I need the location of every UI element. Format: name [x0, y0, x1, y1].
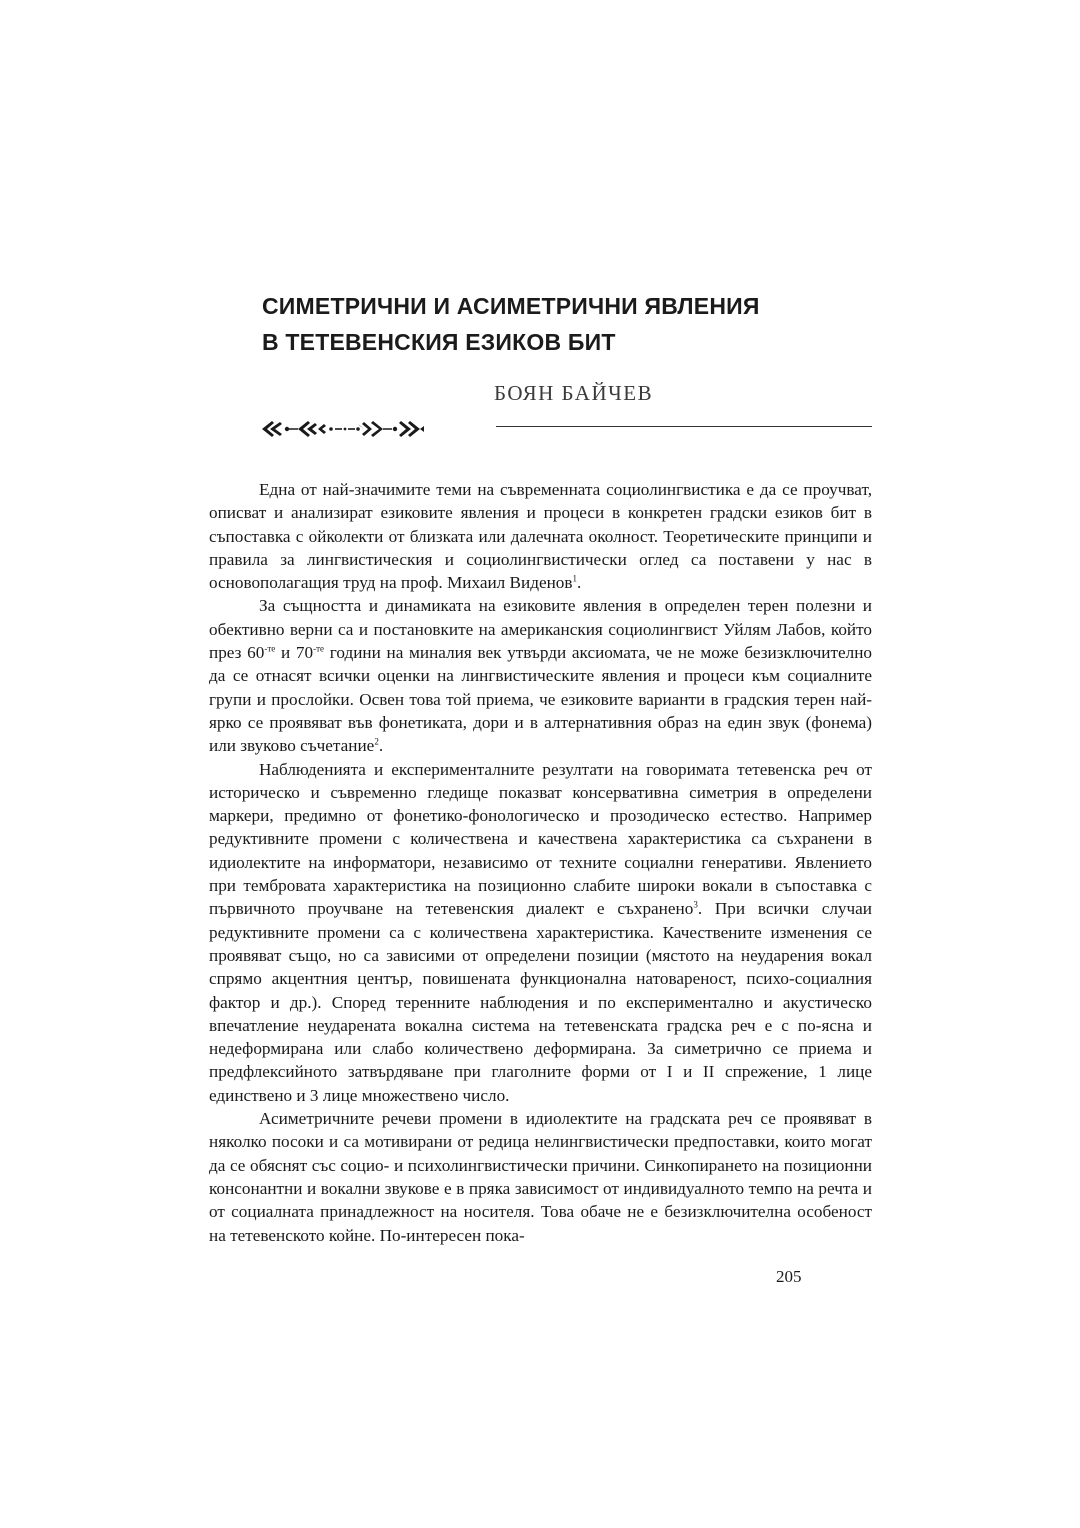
- footnote-ref-3[interactable]: 3: [693, 899, 698, 910]
- author-rule: [496, 426, 872, 427]
- title-line-2: В ТЕТЕВЕНСКИЯ ЕЗИКОВ БИТ: [262, 329, 616, 355]
- title-line-1: СИМЕТРИЧНИ И АСИМЕТРИЧНИ ЯВЛЕНИЯ: [262, 293, 760, 319]
- page-number: 205: [776, 1267, 802, 1286]
- paragraph-3: Наблюденията и експерименталните резултати на говоримата тетевенска реч от историческо и съвременно гледище показват консервативна симетрия в определени маркери, предимно от фонетико-фонологическо и прозодическо естество. Например редуктивните промени с количествена и качествена характеристика са съхранени в идиолектите на информатори, независимо от техните социални генеративи. Явлението при тембровата характеристика на позиционно слабите широки вокали в съпоставка с първичното проучване на тетевенския диалект е съхранено$^3$. При всички случаи редуктивните промени са с количествена характеристика. Качествените изменения се проявяват също, но са зависими от определени позиции (мястото на неударения вокал спрямо акцентния център, повишената функционална натовареност, психо-социалния фактор и др.). Според теренните наблюдения и по експериментално и акустическо впечатление неударената вокална система на тетевенската градска реч е с по-ясна и недеформирана или слабо количествено деформирана. За симетрично се приема и предфлексийното затвърдяване при глаголните форми от I и II спрежение, 1 лице единствено и 3 лице множествено число.: [209, 759, 872, 1105]
- author-name: БОЯН БАЙЧЕВ: [494, 381, 654, 405]
- paragraph-1: Една от най-значимите теми на съвременната социолингвистика е да се проучват, описват и анализират езиковите явления и процеси в конкретен градски езиков бит в съпоставка с ойколекти от близката или далечната околност. Теоретическите принципи и правила за лингвистическия и социолингвистически оглед са поставени у нас в основополагащия труд на проф. Михаил Виденов$^1$.: [209, 480, 872, 593]
- paragraph-4: Асиметричните речеви промени в идиолектите на градската реч се проявяват в няколко посоки и са мотивирани от редица нелингвистически предпоставки, които могат да се обяснят със социо- и психолингвистически причини. Синкопирането на позиционни консонантни и вокални звукове е в пряка зависимост от индивидуалното темпо на речта и от социалната принадлежност на носителя. Това обаче не е безизключителна особеност на тетевенското койне. По-интересен пока-: [209, 1109, 872, 1245]
- footnote-ref-2[interactable]: 2: [374, 736, 379, 747]
- ornament-divider-icon: [260, 416, 426, 442]
- paragraph-2: За същността и динамиката на езиковите явления в определен терен полезни и обективно верни са и постановките на американския социолингвист Уйлям Лабов, който през $60^{-те}$ и $70^{-те}$ години на миналия век утвърди аксиомата, че не може безизключително да се отнасят всички оценки на лингвистическите явления и процеси към социалните групи и прослойки. Освен това той приема, че езиковите варианти в градския терен най-ярко се проявяват във фонетиката, дори и в алтернативния образ на един звук (фонема) или звуково съчетание$^2$.: [209, 596, 872, 756]
- article-body: [209, 478, 872, 1247]
- footnote-ref-1[interactable]: 1: [572, 573, 577, 584]
- article-title: [262, 288, 902, 360]
